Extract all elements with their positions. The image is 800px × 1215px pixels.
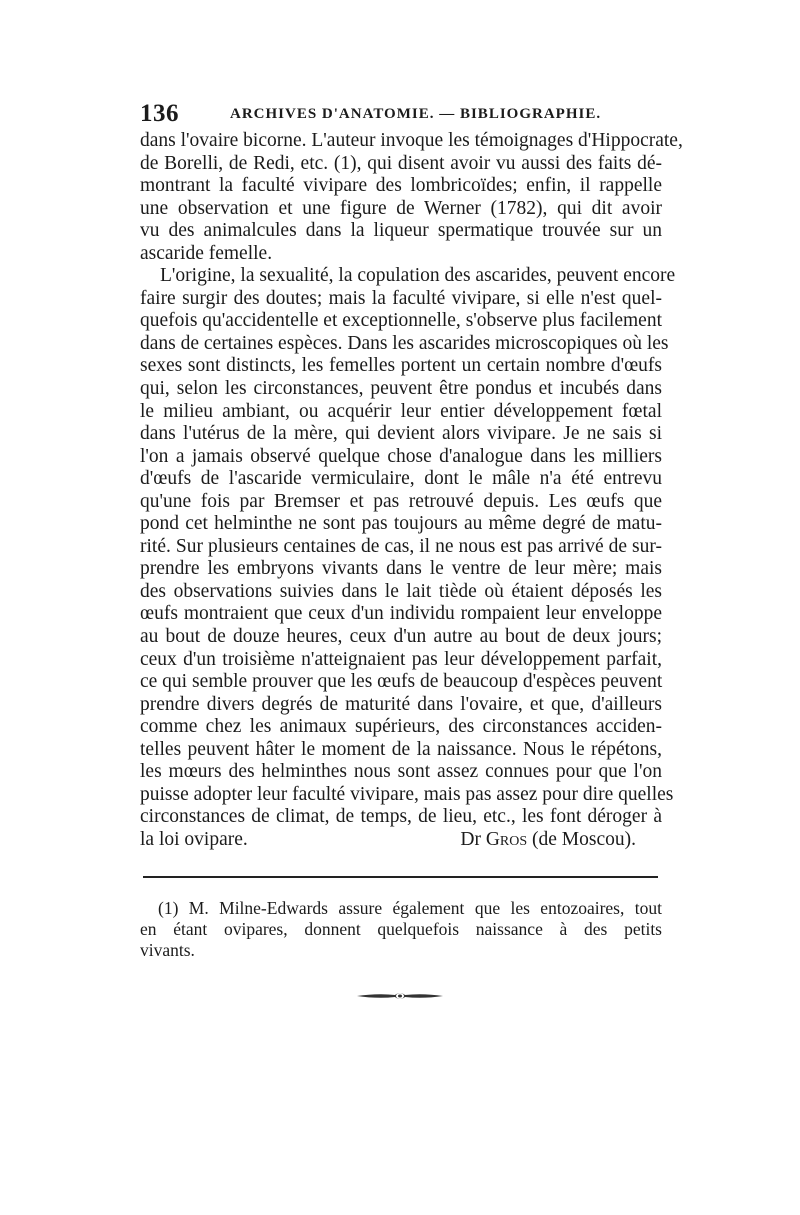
- signature-title: Dr: [460, 828, 481, 850]
- footnote-line: en étant ovipares, donnent quelquefois naissance à des petits: [140, 919, 662, 939]
- text-line: le milieu ambiant, ou acquérir leur entier développement fœtal: [140, 400, 662, 422]
- text-line: les mœurs des helminthes nous sont assez connues pour que l'on: [140, 761, 662, 783]
- text-line: au bout de douze heures, ceux d'un autre au bout de deux jours;: [140, 626, 662, 648]
- text-line: comme chez les animaux supérieurs, des circonstances acciden-: [140, 716, 662, 738]
- footnote: [140, 898, 662, 961]
- signature-name: Gros: [485, 828, 528, 850]
- text-line: faire surgir des doutes; mais la faculté vivipare, si elle n'est quel-: [140, 287, 662, 309]
- text-line: dans l'utérus de la mère, qui devient alors vivipare. Je ne sais si: [140, 423, 662, 445]
- text-line: sexes sont distincts, les femelles portent un certain nombre d'œufs: [140, 355, 662, 377]
- running-title: ARCHIVES D'ANATOMIE. — BIBLIOGRAPHIE.: [230, 106, 602, 122]
- text-line: circonstances de climat, de temps, de lieu, etc., les font déroger à: [140, 806, 662, 828]
- text-line: l'on a jamais observé quelque chose d'analogue dans les milliers: [140, 445, 662, 467]
- text-line: L'origine, la sexualité, la copulation des ascarides, peuvent encore: [160, 265, 676, 287]
- text-line: une observation et une figure de Werner (1782), qui dit avoir: [140, 197, 662, 219]
- body-text: [140, 130, 683, 852]
- text-line: quefois qu'accidentelle et exceptionnelle, s'observe plus facilement: [140, 310, 662, 332]
- text-line: vu des animalcules dans la liqueur spermatique trouvée sur un: [140, 220, 662, 242]
- text-line: prendre divers degrés de maturité dans l'ovaire, et que, d'ailleurs: [140, 693, 662, 715]
- text-line: ascaride femelle.: [140, 242, 273, 264]
- page-header: [140, 100, 660, 126]
- text-line: qu'une fois par Bremser et pas retrouvé depuis. Les œufs que: [140, 490, 662, 512]
- text-line: pond cet helminthe ne sont pas toujours au même degré de matu-: [140, 513, 662, 535]
- text-line: telles peuvent hâter le moment de la naissance. Nous le répétons,: [140, 738, 662, 760]
- text-line: d'œufs de l'ascaride vermiculaire, dont le mâle n'a été entrevu: [140, 468, 662, 490]
- end-ornament: [355, 991, 445, 1001]
- page-number: 136: [140, 100, 179, 127]
- text-line: ceux d'un troisième n'atteignaient pas leur développement parfait,: [140, 648, 662, 670]
- text-line: dans l'ovaire bicorne. L'auteur invoque les témoignages d'Hippocrate,: [140, 130, 683, 151]
- author-signature: [460, 829, 662, 852]
- text-line: montrant la faculté vivipare des lombricoïdes; enfin, il rappelle: [140, 175, 662, 197]
- text-line: rité. Sur plusieurs centaines de cas, il ne nous est pas arrivé de sur-: [140, 535, 662, 557]
- text-line: puisse adopter leur faculté vivipare, mais pas assez pour dire quelles: [140, 783, 674, 805]
- text-line: œufs montraient que ceux d'un individu rompaient leur enveloppe: [140, 603, 662, 625]
- text-line: prendre les embryons vivants dans le ventre de leur mère; mais: [140, 558, 662, 580]
- text-line: de Borelli, de Redi, etc. (1), qui disent avoir vu aussi des faits dé-: [140, 152, 662, 174]
- text-line: ce qui semble prouver que les œufs de beaucoup d'espèces peuvent: [140, 671, 663, 693]
- footnote-line: (1) M. Milne-Edwards assure également que les entozoaires, tout: [158, 898, 662, 918]
- closing-text: la loi ovipare.: [140, 828, 248, 850]
- text-line: des observations suivies dans le lait tiède où étaient déposés les: [140, 580, 662, 602]
- text-line: qui, selon les circonstances, peuvent être pondus et incubés dans: [140, 378, 662, 400]
- closing-line: [140, 829, 662, 852]
- footnote-line: vivants.: [140, 940, 195, 960]
- signature-place: (de Moscou).: [532, 828, 636, 850]
- text-line: dans de certaines espèces. Dans les ascarides microscopiques où les: [140, 332, 669, 354]
- footnote-separator: [143, 876, 658, 878]
